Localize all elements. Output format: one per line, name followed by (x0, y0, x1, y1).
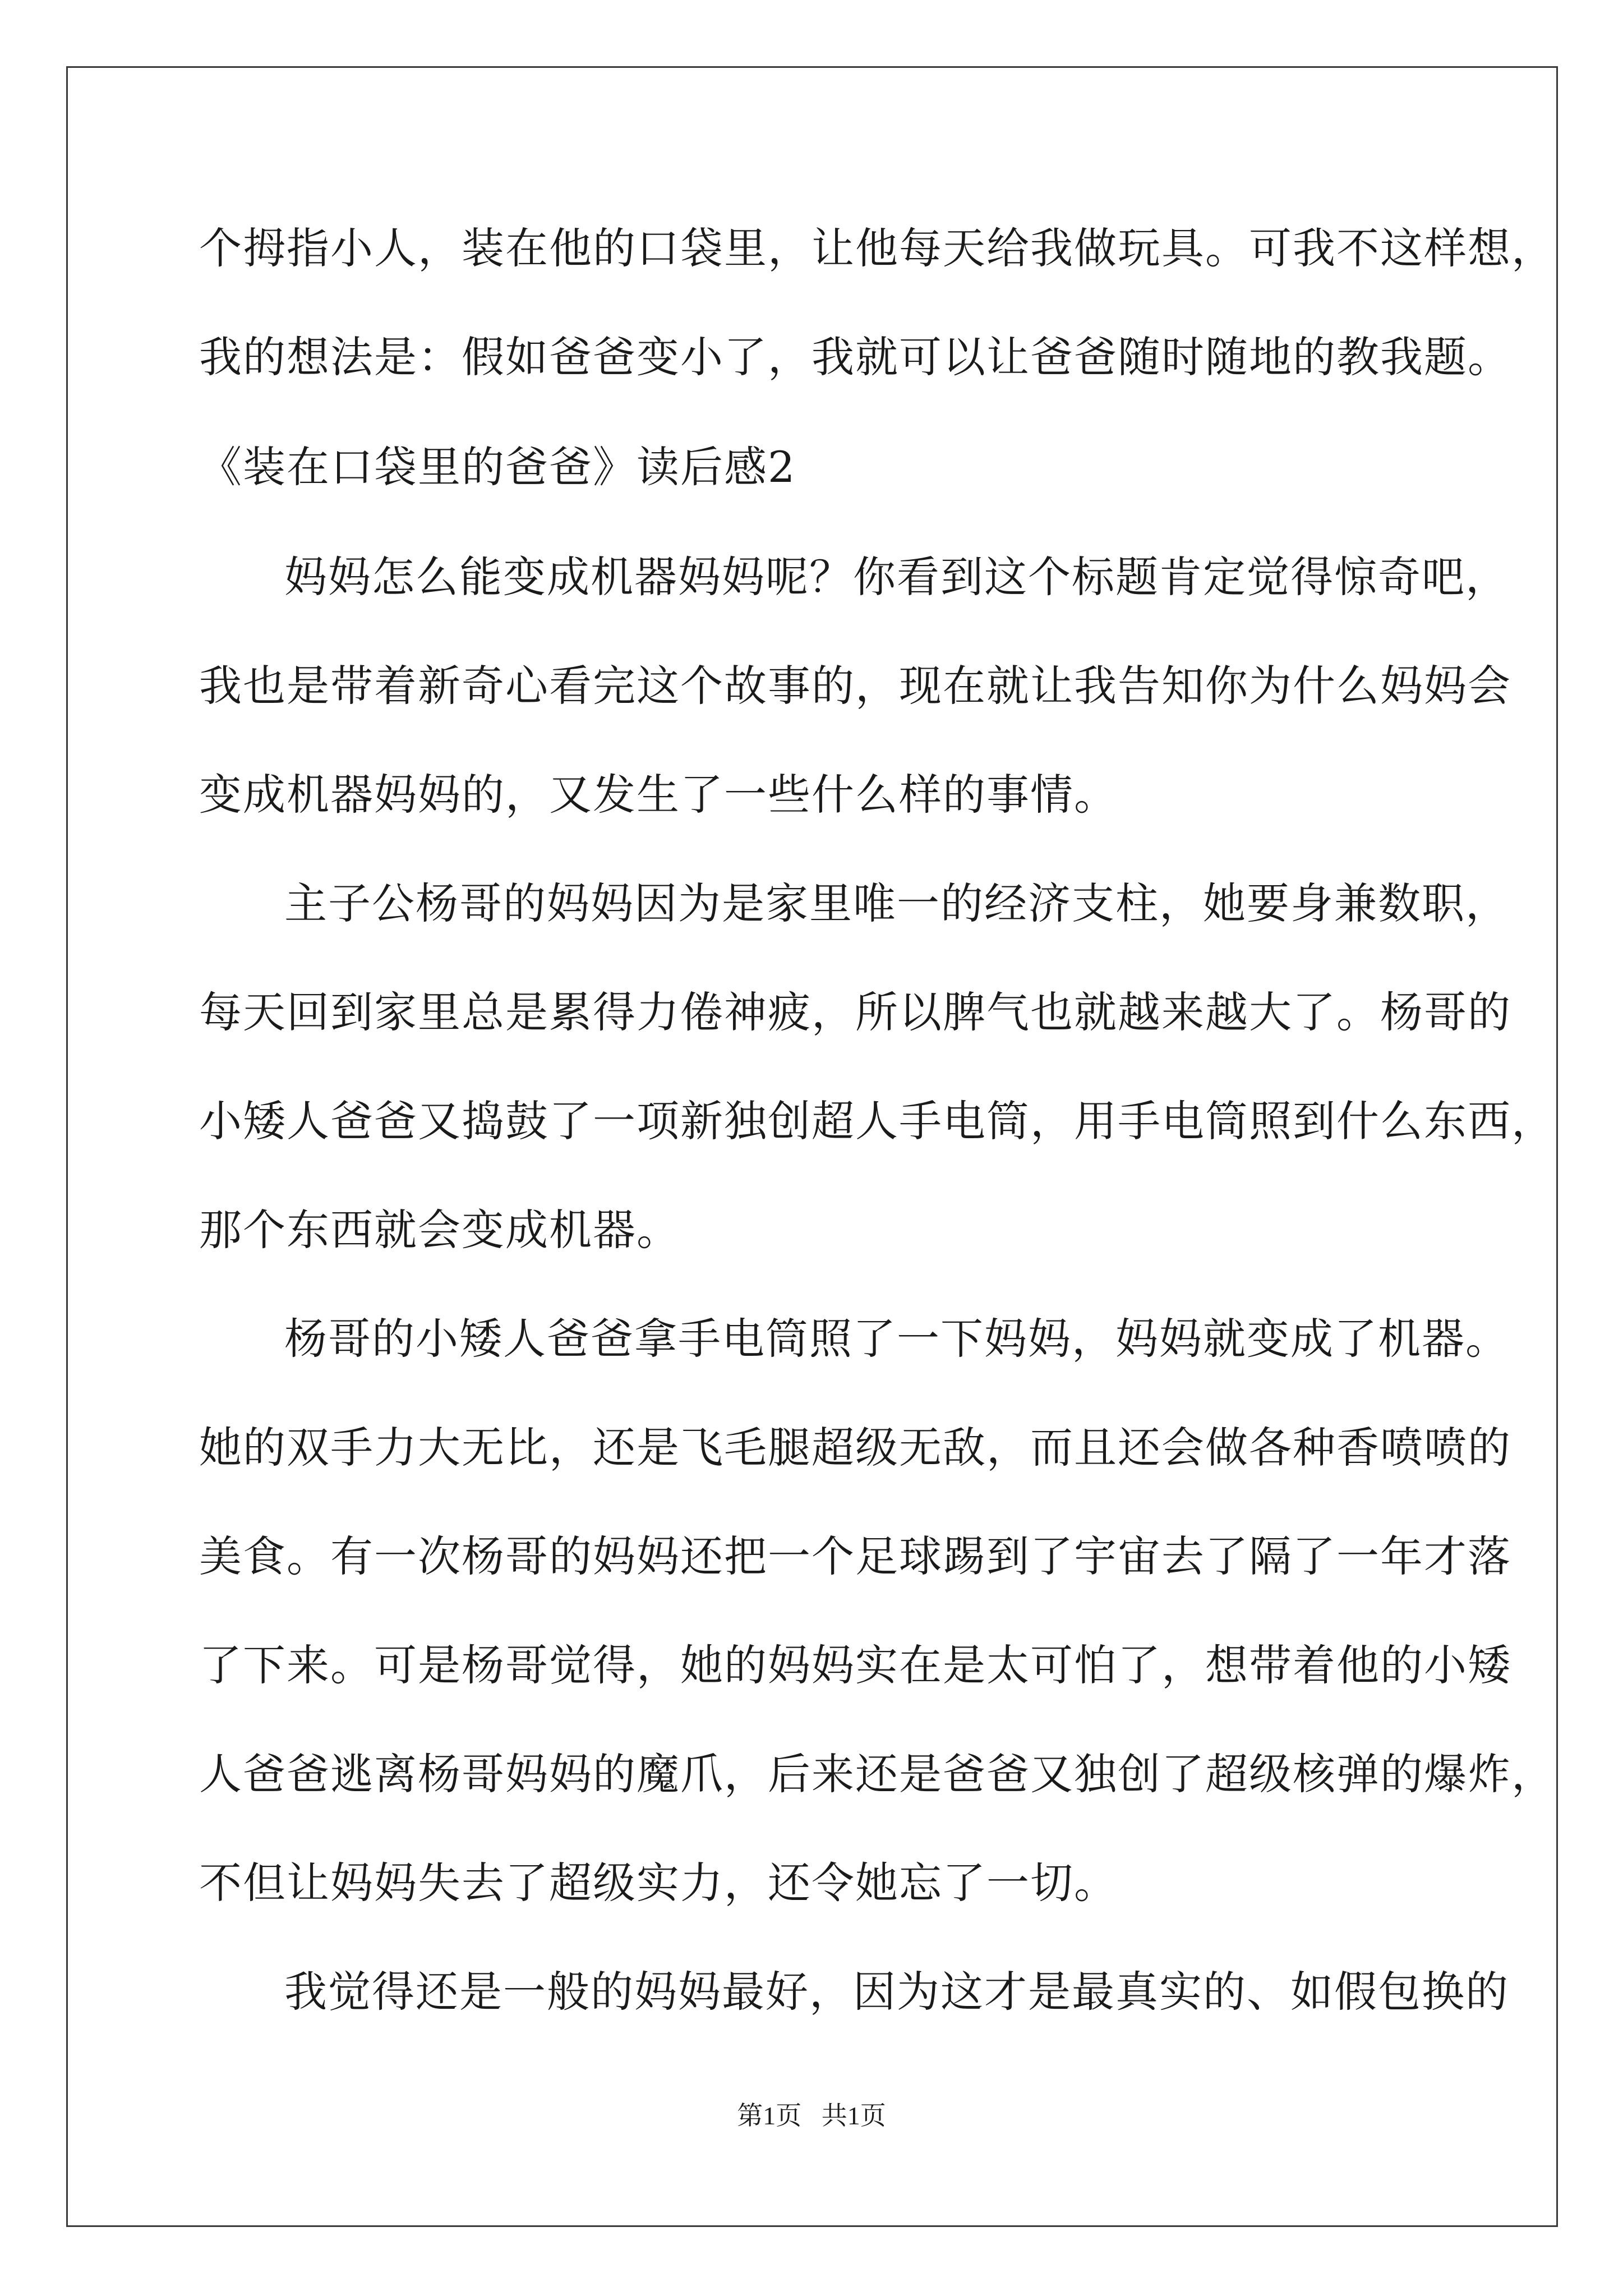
text-line: 了下来。可是杨哥觉得，她的妈妈实在是太可怕了，想带着他的小矮 (199, 1640, 1511, 1690)
page-total: 共1页 (821, 2101, 886, 2130)
heading-line: 《装在口袋里的爸爸》读后感2 (199, 442, 796, 492)
document-body (199, 222, 1555, 2019)
text-line: 我觉得还是一般的妈妈最好，因为这才是最真实的、如假包换的 (284, 1967, 1509, 2017)
text-line: 我也是带着新奇心看完这个故事的，现在就让我告知你为什么妈妈会 (199, 661, 1511, 711)
page-number: 第1页 (737, 2101, 802, 2130)
paragraph (199, 222, 1555, 384)
paragraph (199, 877, 1555, 1257)
page-footer (0, 2100, 1623, 2132)
section-title (199, 440, 1444, 494)
text-line: 变成机器妈妈的，又发生了一些什么样的事情。 (199, 770, 1118, 820)
paragraph (199, 550, 1511, 822)
text-line: 那个东西就会变成机器。 (199, 1205, 680, 1255)
text-line: 个拇指小人，装在他的口袋里，让他每天给我做玩具。可我不这样想， (199, 223, 1555, 273)
text-line: 人爸爸逃离杨哥妈妈的魔爪，后来还是爸爸又独创了超级核弹的爆炸， (199, 1749, 1555, 1799)
text-line: 小矮人爸爸又捣鼓了一项新独创超人手电筒，用手电筒照到什么东西， (199, 1096, 1555, 1146)
text-line: 主子公杨哥的妈妈因为是家里唯一的经济支柱，她要身兼数职， (284, 878, 1509, 928)
text-line: 每天回到家里总是累得力倦神疲，所以脾气也就越来越大了。杨哥的 (199, 987, 1511, 1037)
text-line: 妈妈怎么能变成机器妈妈呢？你看到这个标题肯定觉得惊奇吧， (284, 552, 1509, 602)
text-line: 不但让妈妈失去了超级实力，还令她忘了一切。 (199, 1858, 1118, 1908)
text-line: 我的想法是：假如爸爸变小了，我就可以让爸爸随时随地的教我题。 (199, 332, 1511, 382)
paragraph (199, 1312, 1555, 1910)
text-line: 美食。有一次杨哥的妈妈还把一个足球踢到了宇宙去了隔了一年才落 (199, 1531, 1511, 1581)
paragraph (199, 1965, 1509, 2019)
text-line: 杨哥的小矮人爸爸拿手电筒照了一下妈妈，妈妈就变成了机器。 (284, 1314, 1509, 1364)
text-line: 她的双手力大无比，还是飞毛腿超级无敌，而且还会做各种香喷喷的 (199, 1423, 1511, 1473)
